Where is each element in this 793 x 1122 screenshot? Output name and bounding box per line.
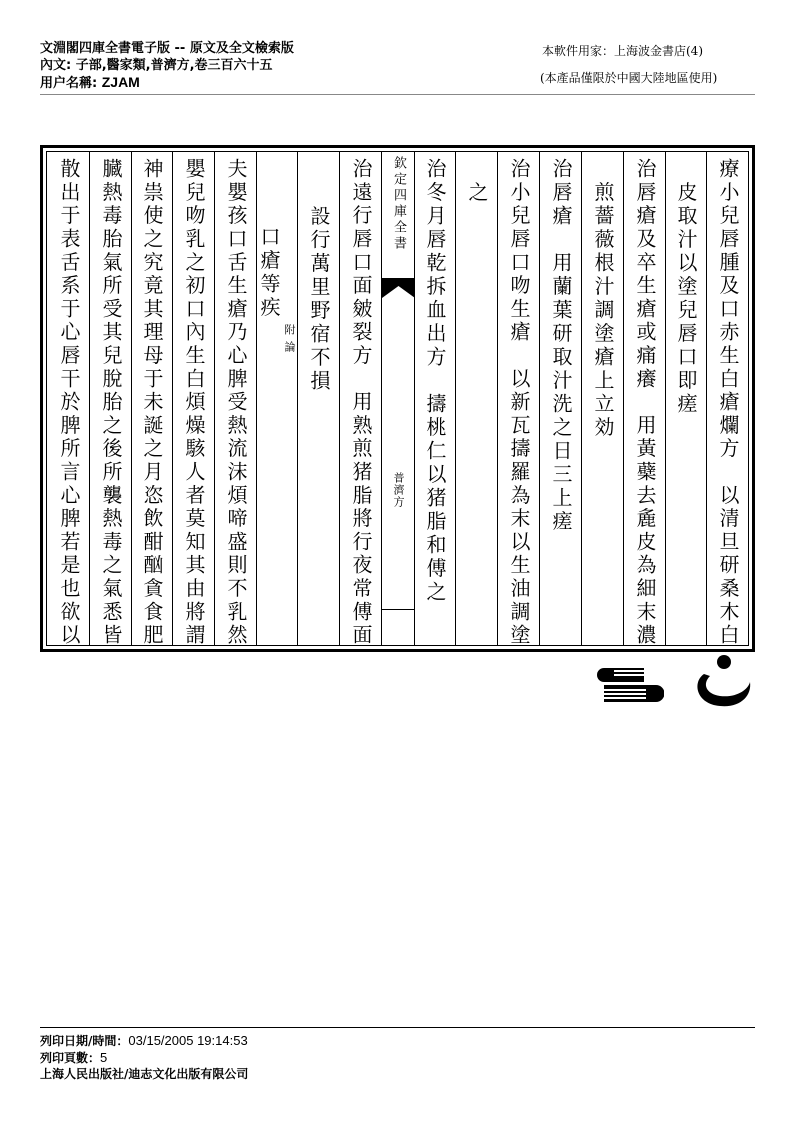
text-column [297, 152, 339, 645]
column-text: 之 [465, 158, 489, 205]
text-column [706, 152, 748, 645]
print-pages-label: 列印頁數： [40, 1051, 101, 1065]
header-content-line [40, 57, 273, 74]
column-text: 治遠行唇口面皴裂方 用熟煎猪脂將行夜常傅面 [349, 158, 373, 644]
publisher-text: 上海人民出版社/迪志文化出版有限公司 [40, 1067, 249, 1081]
fishtail-mark-icon [382, 278, 415, 298]
text-column [214, 152, 256, 645]
column-text: 嬰兒吻乳之初口內生白煩燥駭人者莫知其由將謂 [182, 158, 206, 644]
text-column [581, 152, 623, 645]
text-column [47, 152, 89, 645]
print-date-value: 03/15/2005 19:14:53 [128, 1033, 248, 1048]
print-pages-line [40, 1049, 107, 1067]
text-column [339, 152, 381, 645]
column-text: 治冬月唇乾拆血出方 擣桃仁以猪脂和傅之 [423, 158, 447, 605]
header-title: 文淵閣四庫全書電子版 -- 原文及全文檢索版 [40, 41, 294, 56]
spine-divider [382, 609, 414, 610]
print-date-label: 列印日期/時間： [40, 1034, 129, 1048]
text-column [455, 152, 497, 645]
print-pages-value: 5 [100, 1050, 108, 1065]
column-text: 治小兒唇口吻生瘡 以新瓦擣羅為末以生油調塗 [507, 158, 531, 644]
column-text: 設行萬里野宿不損 [307, 182, 331, 394]
text-column [665, 152, 706, 645]
restriction-text: (本產品僅限於中國大陸地區使用) [540, 71, 718, 85]
text-column [539, 152, 581, 645]
text-column [89, 152, 131, 645]
text-column [172, 152, 214, 645]
spine-title: 欽定四庫全書 [391, 156, 406, 252]
section-heading-column [256, 152, 297, 645]
header-divider [40, 94, 755, 95]
column-text: 神祟使之究竟其理母于未誕之月恣飲酣酗貪食肥 [140, 158, 164, 644]
section-heading: 口瘡等疾 [257, 226, 281, 320]
page-columns [46, 151, 749, 646]
column-text: 煎薔薇根汁調塗瘡上立効 [591, 158, 615, 440]
print-date-line [40, 1032, 248, 1050]
text-column [131, 152, 172, 645]
book-spine [381, 152, 414, 645]
publisher-logo-icon [690, 654, 754, 712]
header-user-line [40, 74, 140, 92]
column-text: 臓熱毒胎氣所受其兒脫胎之後所襲熱毒之氣悉皆 [99, 158, 123, 644]
column-text: 夫嬰孩口舌生瘡乃心脾受熱流沫煩啼盛則不乳然 [224, 158, 248, 644]
content-label: 內文: [40, 58, 72, 73]
spine-book-name: 普濟方 [392, 472, 405, 508]
column-text: 治唇瘡 用蘭葉研取汁洗之日三上瘥 [549, 158, 573, 534]
section-note: 附論 [283, 324, 296, 358]
column-text: 散出于表舌系于心唇干於脾所言心脾若是也欲以 [57, 158, 81, 644]
column-text: 療小兒唇腫及口赤生白瘡爛方 以清旦研桑木白 [716, 158, 740, 644]
column-text: 治唇瘡及卒生瘡或痛癢 用黃蘗去麁皮為細末濃 [633, 158, 657, 644]
text-column [414, 152, 455, 645]
books-logo-icon [596, 668, 664, 702]
page-frame [40, 145, 755, 652]
licensee-text: 本軟件用家：上海波金書店(4) [542, 44, 703, 58]
text-column [497, 152, 539, 645]
text-column [623, 152, 665, 645]
footer-divider [40, 1027, 755, 1028]
user-value: ZJAM [101, 74, 140, 90]
user-label: 用户名稱: [40, 76, 98, 91]
column-text: 皮取汁以塗兒唇口即瘥 [674, 158, 698, 417]
content-value: 子部,醫家類,普濟方,卷三百六十五 [75, 58, 273, 73]
